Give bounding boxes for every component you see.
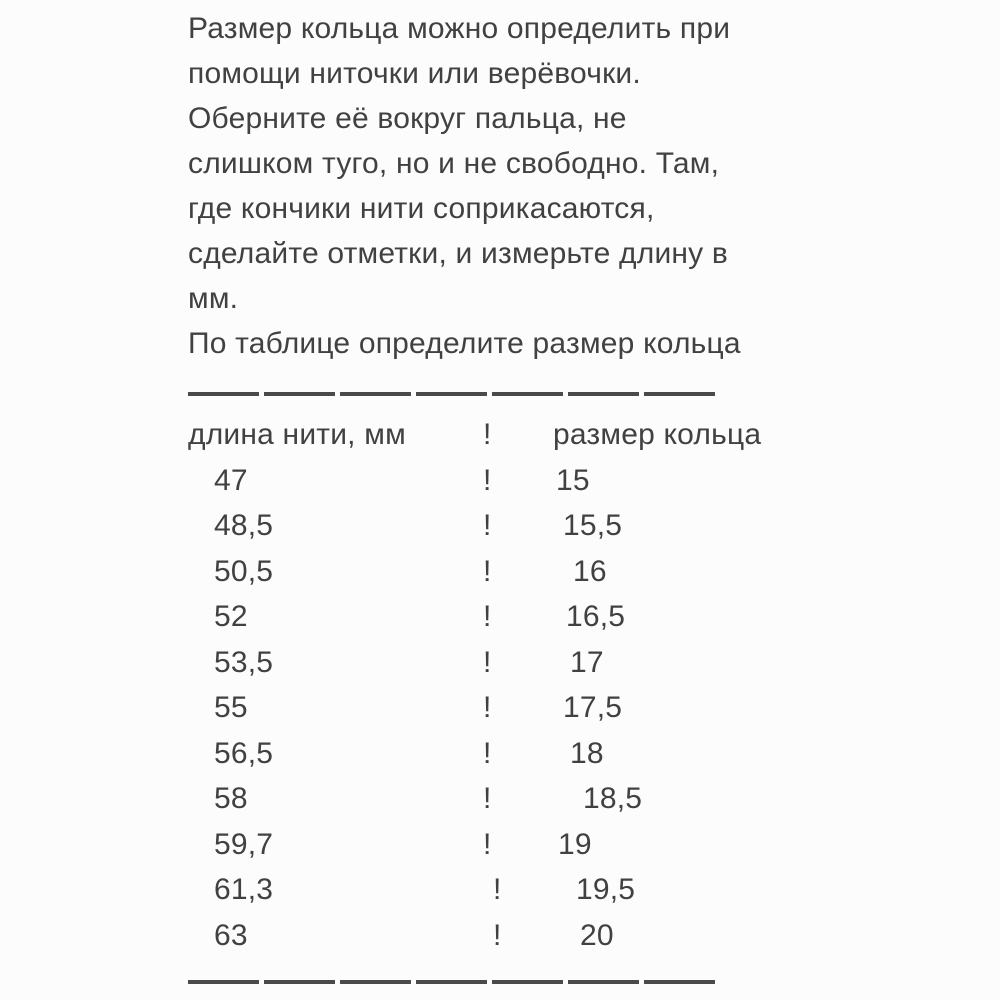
intro-line: мм. xyxy=(188,282,239,315)
intro-line: слишком туго, но и не свободно. Там, xyxy=(188,147,720,180)
ring-size-cell: 15,5 xyxy=(563,509,623,542)
intro-line: Оберните её вокруг пальца, не xyxy=(188,102,627,135)
thread-length-cell: 47 xyxy=(214,463,248,497)
intro-line: помощи ниточки или верёвочки. xyxy=(188,57,641,90)
thread-length-cell: 56,5 xyxy=(214,736,274,770)
separator-cell: ! xyxy=(483,554,492,588)
top-divider xyxy=(188,392,719,396)
separator-cell: ! xyxy=(483,600,492,633)
table-row xyxy=(188,594,1000,640)
separator-cell: ! xyxy=(483,736,492,770)
table-row xyxy=(188,776,1000,822)
ring-size-cell: 19,5 xyxy=(576,873,636,906)
thread-length-cell: 52 xyxy=(214,600,248,633)
separator-cell: ! xyxy=(483,645,492,679)
thread-length-cell: 48,5 xyxy=(214,509,274,542)
ring-size-cell: 20 xyxy=(580,918,614,952)
thread-length-cell: 53,5 xyxy=(214,645,274,679)
ring-size-cell: 17,5 xyxy=(563,691,623,724)
table-row xyxy=(188,867,1000,913)
table-row xyxy=(188,640,1000,686)
ring-size-cell: 15 xyxy=(556,463,590,497)
ring-size-cell: 16,5 xyxy=(566,600,626,633)
table-row xyxy=(188,685,1000,731)
thread-length-cell: 63 xyxy=(214,918,248,952)
thread-length-cell: 61,3 xyxy=(214,873,274,906)
bottom-divider xyxy=(188,980,719,984)
ring-size-table xyxy=(188,412,1000,958)
table-row xyxy=(188,549,1000,595)
ring-size-cell: 18,5 xyxy=(583,782,643,815)
table-row xyxy=(188,731,1000,777)
ring-size-cell: 16 xyxy=(573,554,607,588)
separator-cell: ! xyxy=(483,509,492,542)
separator-cell: ! xyxy=(483,691,492,724)
intro-line: Размер кольца можно определить при xyxy=(188,12,731,45)
separator-cell: ! xyxy=(483,463,492,497)
thread-length-cell: 59,7 xyxy=(214,827,274,861)
table-row xyxy=(188,458,1000,504)
separator-cell: ! xyxy=(483,782,492,815)
thread-length-cell: 50,5 xyxy=(214,554,274,588)
table-row xyxy=(188,913,1000,959)
separator-cell: ! xyxy=(483,827,492,861)
thread-length-cell: 55 xyxy=(214,691,248,724)
intro-line: сделайте отметки, и измерьте длину в xyxy=(188,237,729,270)
ring-size-header: размер кольца xyxy=(553,418,762,451)
intro-paragraph xyxy=(188,6,1000,366)
table-row xyxy=(188,503,1000,549)
ring-size-cell: 19 xyxy=(558,827,592,861)
separator-cell: ! xyxy=(493,918,502,952)
separator-cell: ! xyxy=(493,873,502,906)
table-row xyxy=(188,822,1000,868)
column-separator: ! xyxy=(483,418,492,451)
intro-line: По таблице определите размер кольца xyxy=(188,327,741,360)
thread-length-cell: 58 xyxy=(214,782,248,815)
thread-length-header: длина нити, мм xyxy=(188,418,406,451)
table-header-row xyxy=(188,412,1000,458)
ring-size-cell: 17 xyxy=(570,645,604,679)
ring-size-cell: 18 xyxy=(570,736,604,770)
intro-line: где кончики нити соприкасаются, xyxy=(188,192,655,225)
